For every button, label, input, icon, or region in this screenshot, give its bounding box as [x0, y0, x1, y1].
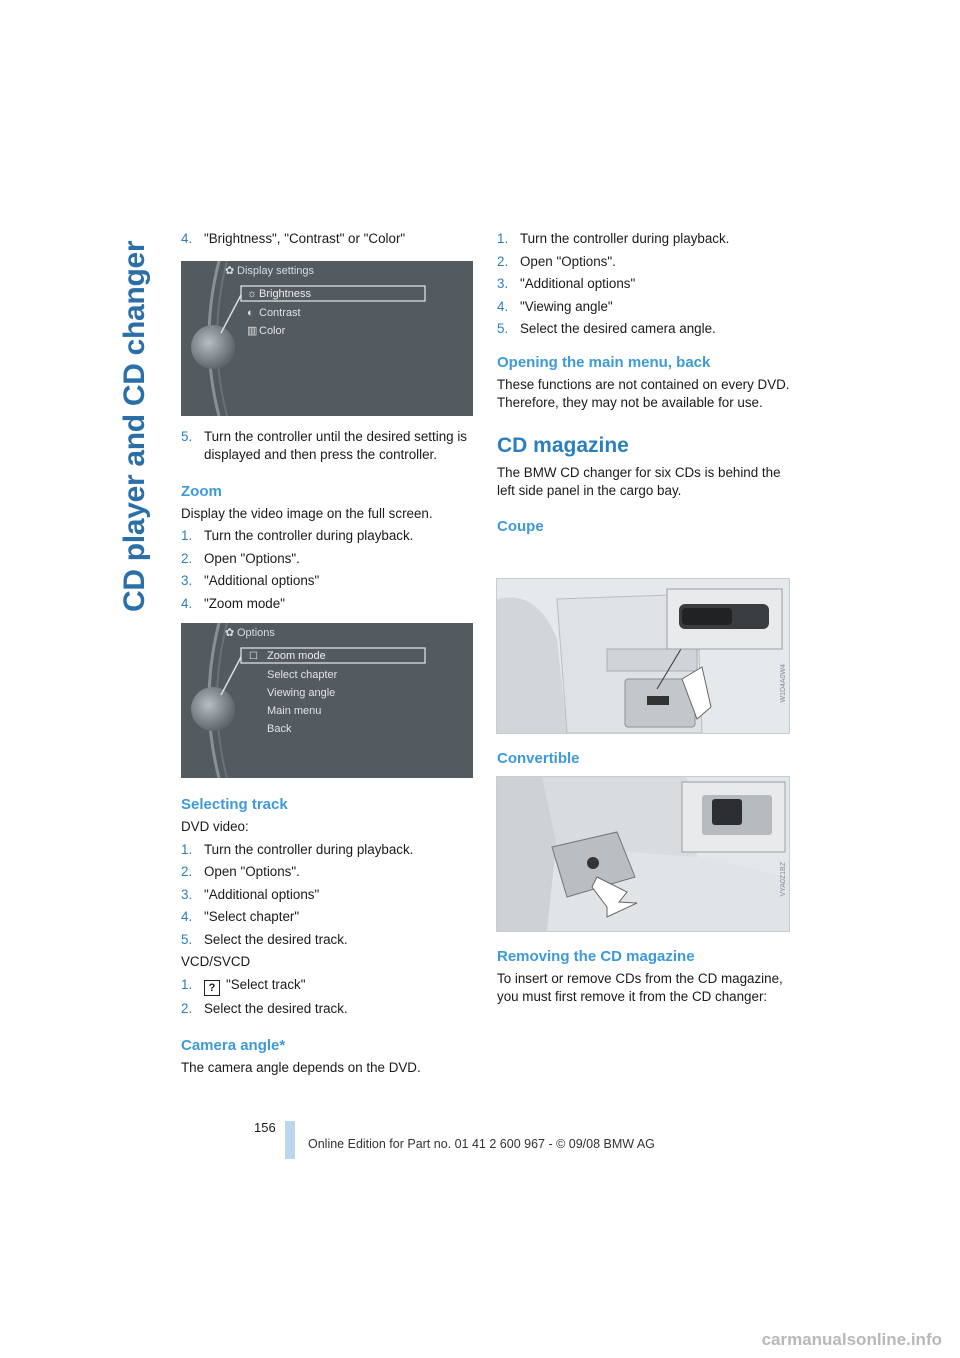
gear-icon: ✿	[225, 627, 235, 639]
step-text: Open "Options".	[204, 864, 300, 879]
list-item	[497, 230, 790, 248]
step-5-turn-controller	[181, 428, 474, 464]
main-menu-back-text: These functions are not contained on every DVD. Therefore, they may not be available for use.	[497, 376, 790, 410]
step-number: 1.	[181, 528, 193, 543]
zoom-intro: Display the video image on the full screen.	[181, 505, 433, 521]
coupe-heading: Coupe	[497, 517, 544, 535]
step-number: 5.	[181, 931, 193, 947]
step-text: "Zoom mode"	[204, 595, 285, 611]
brightness-icon: ☼	[247, 288, 258, 300]
screen-title: Options	[237, 627, 275, 639]
menu-item-back: Back	[267, 723, 292, 735]
footer-accent-bar	[285, 1121, 295, 1159]
step-number: 5.	[181, 429, 193, 444]
step-number: 2.	[181, 864, 193, 879]
main-menu-back-heading: Opening the main menu, back	[497, 353, 711, 371]
step-text: Open "Options".	[520, 253, 616, 269]
viewing-angle-steps	[497, 230, 790, 338]
step-text: "Brightness", "Contrast" or "Color"	[204, 231, 406, 246]
list-item	[181, 550, 474, 568]
menu-item-contrast: Contrast	[259, 307, 301, 319]
step-text: Turn the controller during playback.	[204, 528, 414, 543]
menu-item-color: Color	[259, 325, 286, 337]
cd-magazine-heading: CD magazine	[497, 433, 629, 457]
convertible-heading-block	[497, 749, 790, 769]
right-column	[497, 230, 790, 537]
step-number: 3.	[497, 276, 509, 291]
figure-code: VYA0Z1BZ	[780, 862, 787, 897]
menu-item-select-chapter: Select chapter	[267, 669, 338, 681]
step-number: 3.	[181, 886, 193, 902]
camera-angle-text: The camera angle depends on the DVD.	[181, 1059, 421, 1075]
step-4-brightness	[181, 230, 474, 248]
vcd-step-2	[181, 1000, 474, 1018]
zoom-steps	[181, 527, 474, 613]
list-item	[181, 572, 474, 590]
convertible-heading: Convertible	[497, 750, 580, 767]
removing-cd-magazine-heading: Removing the CD magazine	[497, 948, 695, 965]
step-number: 1.	[497, 231, 509, 246]
list-item	[181, 931, 474, 949]
removing-cd-magazine-text: To insert or remove CDs from the CD magazine, you must first remove it from the CD changer:	[497, 971, 783, 1004]
contrast-icon: ◐	[247, 307, 254, 319]
vcd-step-1	[181, 976, 474, 996]
removing-block	[497, 947, 790, 1006]
zoom-heading: Zoom	[181, 482, 222, 500]
controller-knob-icon	[191, 687, 235, 731]
site-watermark: carmanualsonline.info	[761, 1330, 942, 1349]
step-text: Turn the controller until the desired setting is displayed and then press the controller.	[204, 429, 467, 462]
step-number: 5.	[497, 321, 509, 336]
list-item	[181, 527, 474, 545]
menu-item-brightness: Brightness	[259, 288, 311, 300]
checkbox-icon: ☐	[249, 651, 258, 662]
page-number: 156	[254, 1120, 276, 1135]
step-text: Select the desired track.	[204, 931, 348, 947]
step-number: 4.	[181, 909, 193, 924]
figure-code: W1D4A0W4	[780, 664, 787, 703]
help-key-icon: ?	[204, 980, 220, 996]
options-screen	[181, 623, 473, 778]
list-item	[497, 298, 790, 316]
side-chapter-title	[118, 232, 154, 612]
list-item	[497, 320, 790, 338]
step-text: Turn the controller during playback.	[204, 841, 414, 857]
menu-item-main-menu: Main menu	[267, 705, 322, 717]
left-column-block-2	[181, 428, 474, 617]
left-column-block-3	[181, 795, 474, 1077]
list-item	[181, 886, 474, 904]
step-text: Select the desired track.	[204, 1001, 348, 1016]
list-item	[181, 595, 474, 613]
list-item	[181, 863, 474, 881]
selecting-track-heading: Selecting track	[181, 796, 288, 813]
list-item	[181, 841, 474, 859]
list-item	[181, 908, 474, 926]
dvd-video-label: DVD video:	[181, 819, 249, 834]
step-text: Open "Options".	[204, 550, 300, 566]
step-number: 1.	[181, 841, 193, 857]
convertible-cargo-illustration	[496, 776, 790, 932]
coupe-cargo-illustration	[496, 578, 790, 734]
step-text: "Additional options"	[204, 573, 320, 588]
step-number: 3.	[181, 573, 193, 588]
side-chapter-title-text: CD player and CD changer	[118, 240, 151, 612]
step-number: 2.	[181, 1001, 193, 1016]
gear-icon: ✿	[225, 265, 235, 277]
color-icon: ▥	[247, 325, 258, 337]
step-text: "Additional options"	[204, 886, 320, 902]
step-text: "Additional options"	[520, 276, 636, 291]
menu-item-viewing-angle: Viewing angle	[267, 687, 336, 699]
vcd-svcd-label: VCD/SVCD	[181, 954, 251, 969]
edition-footer: Online Edition for Part no. 01 41 2 600 967 - © 09/08 BMW AG	[308, 1137, 655, 1151]
list-item	[497, 253, 790, 271]
step-text: "Select chapter"	[204, 909, 300, 924]
step-number: 4.	[181, 231, 193, 246]
controller-knob-icon	[191, 325, 235, 369]
camera-angle-heading: Camera angle*	[181, 1036, 286, 1054]
step-number: 2.	[497, 253, 509, 269]
menu-item-zoom-mode: Zoom mode	[267, 650, 326, 662]
display-settings-screen	[181, 261, 473, 416]
step-number: 4.	[497, 298, 509, 314]
screen-title: Display settings	[237, 265, 315, 277]
list-item	[497, 275, 790, 293]
step-text: "Viewing angle"	[520, 298, 613, 314]
cd-magazine-text: The BMW CD changer for six CDs is behind the left side panel in the cargo bay.	[497, 464, 781, 498]
step-text: Turn the controller during playback.	[520, 231, 730, 246]
step-text: "Select track"	[226, 976, 306, 992]
step-number: 2.	[181, 550, 193, 566]
left-column	[181, 230, 474, 253]
step-text: Select the desired camera angle.	[520, 321, 716, 336]
step-number: 1.	[181, 976, 193, 992]
track-steps	[181, 841, 474, 949]
step-number: 4.	[181, 595, 193, 611]
